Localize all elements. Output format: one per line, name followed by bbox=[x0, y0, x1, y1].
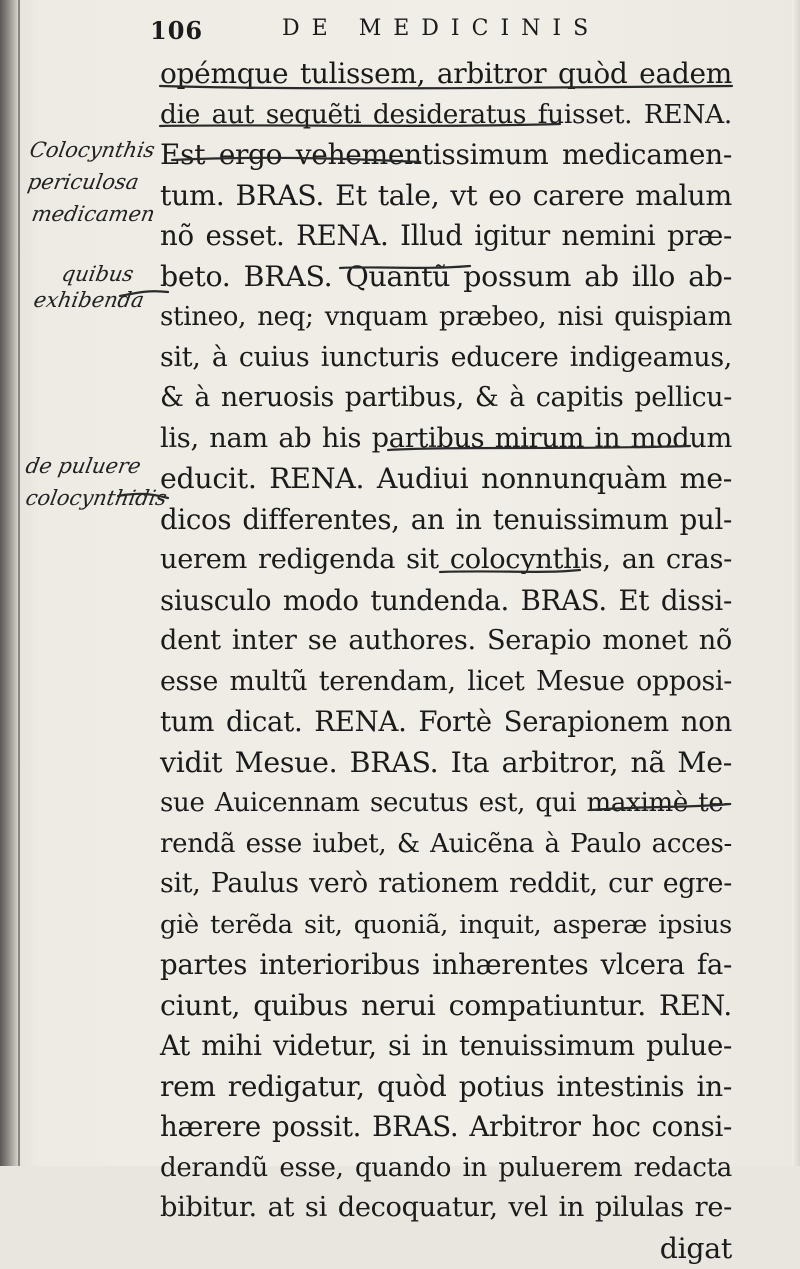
text-line: partes interioribus inhærentes vlcera fa- bbox=[160, 945, 732, 986]
margin-note: medicamen bbox=[30, 202, 157, 226]
text-line: siusculo modo tundenda. BRAS. Et dissi- bbox=[160, 581, 732, 622]
text-line: bibitur. at si decoquatur, vel in pilulas re- bbox=[160, 1188, 732, 1229]
text-line: & à neruosis partibus, & à capitis pellicu- bbox=[160, 378, 732, 419]
text-line: dent inter se authores. Serapio monet nõ bbox=[160, 621, 732, 662]
text-line: rendã esse iubet, & Auicẽna à Paulo acces- bbox=[160, 824, 732, 865]
text-line: Est ergo vehementissimum medicamen- bbox=[160, 135, 732, 176]
text-line: nõ esset. RENA. Illud igitur nemini præ- bbox=[160, 216, 732, 257]
text-line: educit. RENA. Audiui nonnunquàm me- bbox=[160, 459, 732, 500]
margin-note: colocynthidis bbox=[24, 486, 169, 510]
text-line: sit, Paulus verò rationem reddit, cur egre- bbox=[160, 864, 732, 905]
text-line: hærere possit. BRAS. Arbitror hoc consi- bbox=[160, 1107, 732, 1148]
margin-note: exhibenda bbox=[32, 288, 146, 312]
running-header bbox=[150, 16, 750, 52]
binding-edge bbox=[18, 0, 20, 1166]
text-line: sue Auicennam secutus est, qui maximè te- bbox=[160, 783, 732, 824]
text-line: opémque tulissem, arbitror quòd eadem bbox=[160, 54, 732, 95]
text-line: At mihi videtur, si in tenuissimum pulue- bbox=[160, 1026, 732, 1067]
catchword: digat bbox=[160, 1229, 732, 1269]
running-title: DE MEDICINIS bbox=[282, 16, 600, 41]
text-line: giè terẽda sit, quoniã, inquit, asperæ ipsius bbox=[160, 905, 732, 946]
book-gutter bbox=[0, 0, 18, 1166]
text-line: uerem redigenda sit colocynthis, an cras- bbox=[160, 540, 732, 581]
text-line: esse multũ terendam, licet Mesue opposi- bbox=[160, 662, 732, 703]
text-line: vidit Mesue. BRAS. Ita arbitror, nã Me- bbox=[160, 743, 732, 784]
text-line: derandũ esse, quando in puluerem redacta bbox=[160, 1148, 732, 1189]
text-line: dicos differentes, an in tenuissimum pul- bbox=[160, 500, 732, 541]
margin-note: periculosa bbox=[26, 170, 141, 194]
text-line: tum dicat. RENA. Fortè Serapionem non bbox=[160, 702, 732, 743]
text-line: lis, nam ab his partibus mirum in modum bbox=[160, 419, 732, 460]
margin-note: quibus bbox=[60, 262, 136, 286]
margin-note: de puluere bbox=[24, 454, 143, 478]
main-text-block bbox=[160, 54, 732, 1269]
margin-note: Colocynthis bbox=[28, 138, 157, 162]
text-line: tum. BRAS. Et tale, vt eo carere malum bbox=[160, 176, 732, 217]
text-line: die aut sequẽti desideratus fuisset. RENA. bbox=[160, 95, 732, 136]
page-edge bbox=[792, 0, 800, 1166]
margin-notes bbox=[22, 0, 162, 1166]
page-number: 106 bbox=[150, 16, 203, 45]
text-line: sit, à cuius iuncturis educere indigeamus, bbox=[160, 338, 732, 379]
text-line: beto. BRAS. Quantũ possum ab illo ab- bbox=[160, 257, 732, 298]
text-line: ciunt, quibus nerui compatiuntur. REN. bbox=[160, 986, 732, 1027]
text-line: rem redigatur, quòd potius intestinis in- bbox=[160, 1067, 732, 1108]
text-line: stineo, neq; vnquam præbeo, nisi quispiam bbox=[160, 297, 732, 338]
